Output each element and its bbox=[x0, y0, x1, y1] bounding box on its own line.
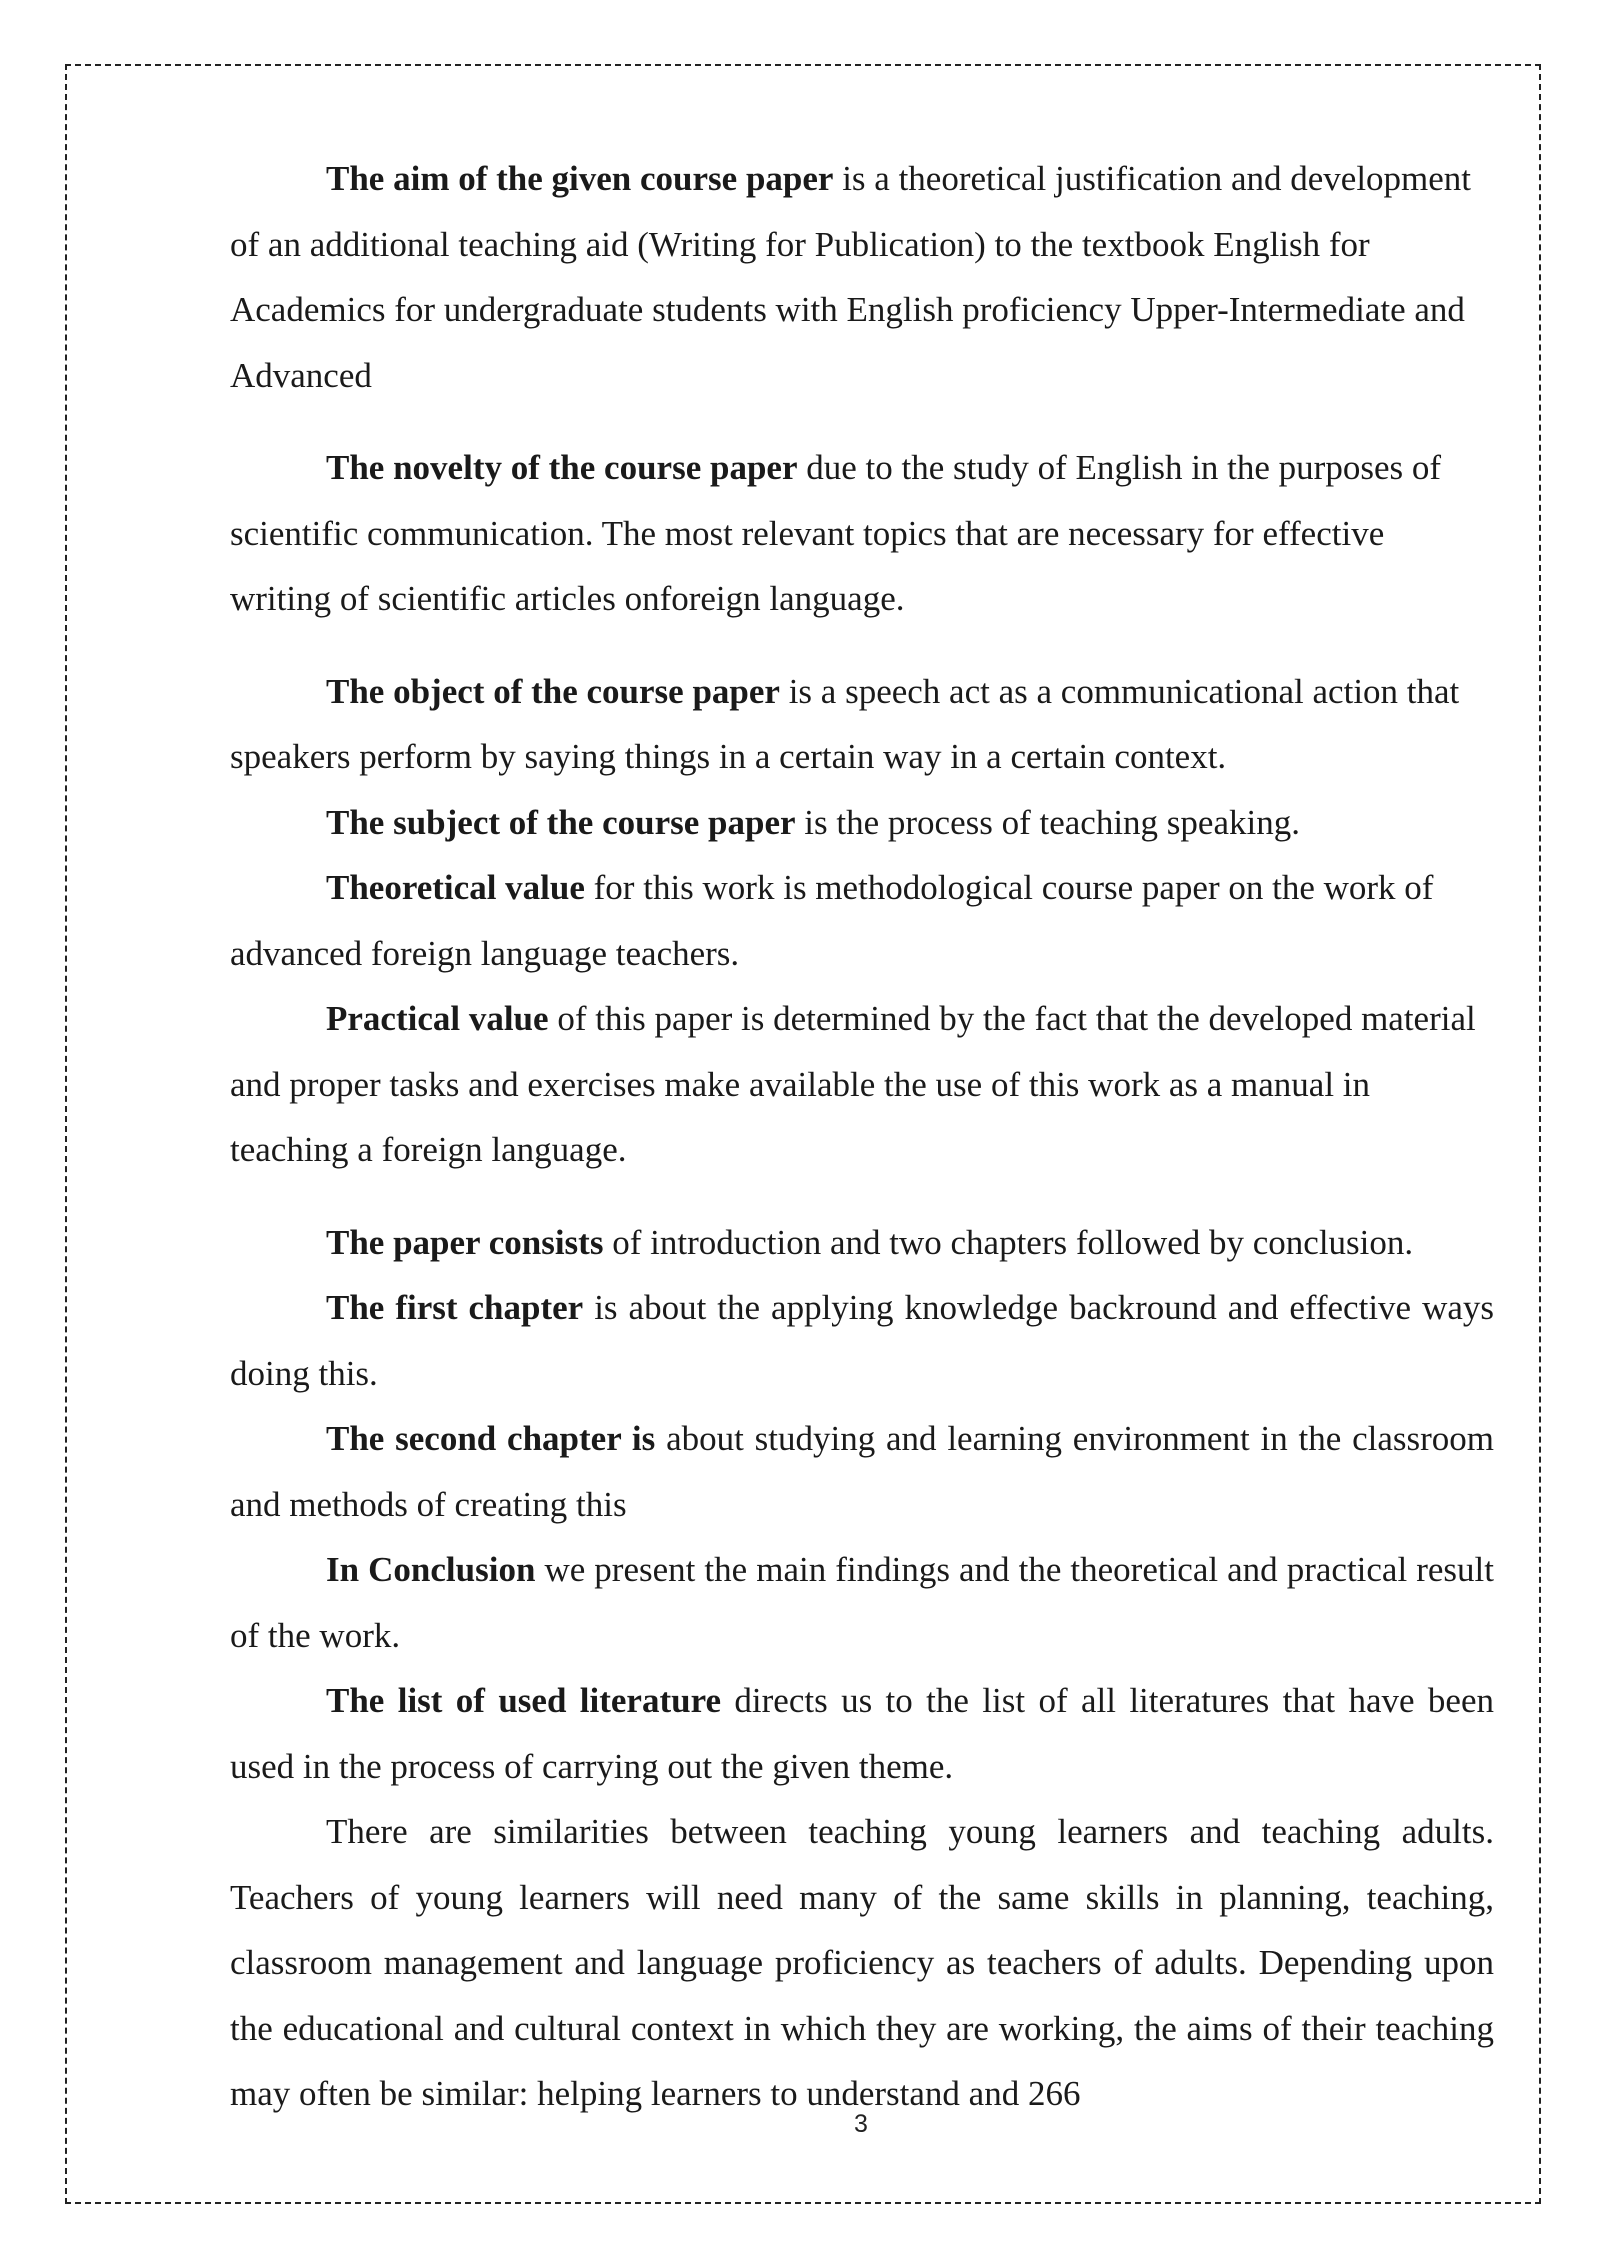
paper-consists-heading: The paper consists bbox=[326, 1222, 604, 1262]
aim-text: is a theoretical justification and development of an additional teaching aid (Writing for Publication) to the textbook English for Academics for undergraduate students with English proficiency Upper-Intermediate and Advanced bbox=[230, 159, 1472, 395]
practical-value-heading: Practical value bbox=[326, 999, 549, 1038]
second-chapter-heading: The second chapter is bbox=[326, 1419, 656, 1458]
paragraph-paper-consists bbox=[230, 1210, 1494, 1276]
novelty-heading: The novelty of the course paper bbox=[326, 448, 798, 487]
paragraph-conclusion bbox=[230, 1537, 1494, 1668]
first-chapter-heading: The first chapter bbox=[326, 1288, 584, 1327]
paragraph-subject bbox=[230, 790, 1494, 856]
similarities-text: There are similarities between teaching young learners and teaching adults. Teachers of young learners will need many of the same skills in planning, teaching, classroom management and language proficiency as teachers of adults. Depending upon the educational and cultural context in which they are working, the aims of their teaching may often be similar: helping learners to understand and 266 bbox=[230, 1812, 1494, 2113]
paragraph-novelty bbox=[230, 435, 1494, 632]
paragraph-first-chapter bbox=[230, 1275, 1494, 1406]
second-chapter-text: about studying and learning environment in the classroom and methods of creating this bbox=[230, 1419, 1494, 1524]
paragraph-object bbox=[230, 659, 1494, 790]
paragraph-literature bbox=[230, 1668, 1494, 1799]
paragraph-theoretical-value bbox=[230, 855, 1494, 986]
object-text: is a speech act as a communicational action that speakers perform by saying things in a certain way in a certain context. bbox=[230, 671, 1460, 776]
paragraph-similarities bbox=[230, 1799, 1494, 2127]
practical-value-text: of this paper is determined by the fact that the developed material and proper tasks and exercises make available the use of this work as a manual in teaching a foreign language. bbox=[230, 999, 1476, 1169]
conclusion-text: we present the main findings and the theoretical and practical result of the work. bbox=[230, 1550, 1494, 1655]
conclusion-heading: In Conclusion bbox=[326, 1550, 536, 1589]
paragraph-second-chapter bbox=[230, 1406, 1494, 1537]
paper-consists-text: of introduction and two chapters followed by conclusion. bbox=[603, 1222, 1414, 1262]
aim-heading: The aim of the given course paper bbox=[326, 159, 834, 198]
literature-heading: The list of used literature bbox=[326, 1681, 722, 1720]
page-number: 3 bbox=[854, 2110, 868, 2138]
paragraph-practical-value bbox=[230, 986, 1494, 1183]
document-body bbox=[230, 146, 1494, 2127]
first-chapter-text: is about the applying knowledge backround and effective ways doing this. bbox=[230, 1288, 1494, 1393]
literature-text: directs us to the list of all literatures that have been used in the process of carrying out the given theme. bbox=[230, 1681, 1494, 1786]
theoretical-value-text: for this work is methodological course paper on the work of advanced foreign language teachers. bbox=[230, 868, 1434, 973]
paragraph-aim bbox=[230, 146, 1494, 408]
object-heading: The object of the course paper bbox=[326, 671, 780, 711]
theoretical-value-heading: Theoretical value bbox=[326, 868, 585, 907]
subject-text: is the process of teaching speaking. bbox=[795, 802, 1300, 842]
subject-heading: The subject of the course paper bbox=[326, 802, 796, 842]
novelty-text: due to the study of English in the purposes of scientific communication. The most relevant topics that are necessary for effective writing of scientific articles onforeign language. bbox=[230, 448, 1442, 618]
